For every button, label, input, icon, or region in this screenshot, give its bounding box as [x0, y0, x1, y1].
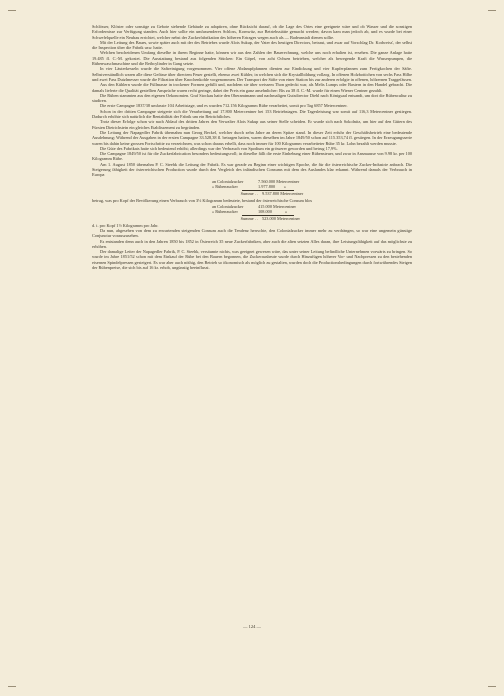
consumption-europe-table — [92, 179, 412, 197]
calc-label: » Rübenzucker — [212, 209, 238, 215]
calc-value: 415.000 Metercentner — [258, 203, 296, 209]
calc-label: an Colonialzucker — [212, 203, 244, 209]
paragraph: Schon in der dritten Campagne steigerte sich die Verarbeitung auf 17.800 Metercentner bei 153 Betriebstagen. Die Tagesleistung war somit auf 116,3 Metercentner gestiegen. Dadurch erhöhte sich natürlich die Rentabilität der Fabrik um ein Beträchtliches. — [92, 108, 412, 120]
calc-suffix: » — [284, 209, 288, 215]
crop-mark — [488, 10, 496, 11]
calc-sum-value: 9.537.800 Metercentner — [262, 191, 304, 197]
page-number: — 124 — — [243, 624, 261, 629]
paragraph: Die Campagne 1849/50 ist für die Zuckerfabrication besonders bedeutungsvoll; in dieselbe fällt die erste Einhebung einer Rübensteuer, und zwar in Ansmaasse von 9.98 kr. per 100 Kilogramm Rübe. — [92, 151, 412, 162]
body-text — [92, 24, 412, 270]
paragraph: betrug, was pro Kopf der Bevölkerung einen Verbrauch von 3⅓ Kilogramm bedeutete, bestand der österreichische Consum blos — [92, 197, 313, 203]
calc-sum-label: Summe . . — [240, 191, 258, 197]
calc-sum-value: 523.000 Metercentner — [262, 216, 300, 222]
crop-mark — [8, 686, 16, 687]
calc-value: 108.000 — [258, 209, 272, 215]
paragraph: Die Güte des Fabrikats hatte sich bedeutend erhöht; allerdings war der Verbrauch von Spodium ein grösserer geworden und betrug 17,9%. — [100, 145, 338, 151]
calc-value: 1.977.800 — [258, 183, 276, 189]
paragraph: Mit der Leitung des Baues, sowie später auch mit der des Betriebes wurde Alois Sukup, der Vater des heutigen Directors, betraut, und zwar auf Vorschlag Dr. Kodweiss', der selbst die Inspection über die Fabrik usw. hatte. — [92, 39, 412, 51]
paragraph: Die Rüben stammten aus den eigenen Oekonomien. Graf Stockau hatte den Oberamtmann und nachmaligen Gutsdirector Diebl nach Königsaal entsandt, um dort die Rübencultur zu studiren. — [92, 92, 412, 104]
paragraph: d. i. pro Kopf 1½ Kilogramm pro Jahr. — [92, 222, 159, 228]
calc-value: 7.560.000 Metercentner — [258, 178, 300, 184]
paragraph: Am 1. August 1850 übernahm P. C. Steehk die Leitung der Fabrik. Es war gerade zu Beginn einer wichtigen Epoche, die für die österreichische Zucker-Industrie anbrach. Die Steigerung fähigkeit der österreichischen Production wurde durch den Vergleich des inländischen Consums mit dem des Auslandes klar erkannt. Während damals der Verbrauch in Europa — [92, 161, 412, 178]
paragraph: Die Leitung der Napagedler Fabrik übernahm nun Georg Beckel, welcher durch zehn Jahre an deren Spitze stand. In dieser Zeit erfuhr der Geschäftsbetrieb eine bedeutende Ausdehnung; Während der Ausgaben in der ersten Campagne 33.528,38 fl. betragen hatten, waren dieselben im Jahre 1849/50 schon auf 115.353,74 fl. gestiegen. In der Erzeugungsserie waren bis dahin keine grossen Fortschritte zu verzeichnen, was schon daraus erhellt, dass noch immer für 100 Kilogramm verarbeiteter Rübe 35 kr. Lohn bezahlt werden musste. — [92, 129, 412, 146]
calc-label: » Rübenzucker — [212, 183, 238, 189]
calc-label: an Colonialzucker — [212, 178, 244, 184]
paragraph: In vier Läuterkesseln wurde die Saftreinigung vorgenommen. Vier offene Abdampfpfannen dienten zur Eindickung und vier Kupferpfannen zum Fertigkochen der Säfte. Selbstverständlich waren alle diese Gefässe über directem Feuer gestellt, ebenso zwei Kühler, in welchen sich die Krystallbildung vollzog. In offenen Holzbottichen von sechs Fass Hilbe und zwei Fass Dutzlmesser wurde die Filtration über Knochenkohle vorgenommen. Der Transport der Säfte von einer Station bis zur anderen erfolgte in offenen, hölzernen Traggefässen. — [92, 66, 412, 82]
paragraph: Der damalige Leiter der Napagedler Fabrik, P. C. Steehk, versäumte nichts, was geeignet gewesen wäre, das unter seiner Leitung befindliche Unternehmen vorwärts zu bringen. So wurde im Jahre 1851/52 schon mit dem Einkauf der Rübe bei den Bauern begonnen, die Zuckerausbeute wurde durch Hinzufügen höherer Vor- und Nachpressen zu den bestehenden eisernen Spindelpressen gesteigert. Es war aber auch nöthig, den Betrieb so ökonomisch als möglich zu gestalten, wurden doch die Productionsbedingungen durch fortwährendes Steigen der Rübenpreise, die sich bis auf 16 kr. erhob, ungünstig beeinflusst. — [92, 249, 412, 271]
crop-mark — [8, 10, 16, 11]
paragraph: Es entstanden denn auch in den Jahren 1850 bis 1852 in Österreich 35 neue Zuckerfabriken, aber auch die alten setzten Alles daran, ihre Leistungsfähigkeit auf das möglichste zu erhöhen. — [92, 238, 412, 249]
paragraph: Schlösser, Klöster oder sonstige zu Gebote stehende Gebäude zu adaptiren, ohne Rücksicht darauf, ob die Lage des Ortes eine geeignete wäre und ob Wasser und die sonstigen Erfordernisse zur Verfügung standen. Auch hier sollte ein umfassenderes Schloss, Kornwitz, zur Betriebsstätte gemacht werden; davon kam man jedoch ab, und es wurde bei einer Schwefelquelle ein Neubau errichtet, welcher nebst der Zuckerfabrikation des höheren Ertrages wegen auch als — Badeanstalt dienen sollte. — [92, 24, 412, 40]
paragraph: Trotz dieser Erfolge schon wir nach Ablauf des dritten Jahres den Verwalter Alois Sukup aus seiner Stelle scheiden. Er wurde sich nach Sokolnitz, um hier auf den Gütern des Fürsten Dietrichstein ein gleiches Etablissement zu begründen. — [92, 119, 412, 130]
paragraph: Die erste Campagne 1837/38 umfasste 104 Arbeitstage, und es wurden 712.156 Kilogramm Rübe verarbeitet, somit pro Tag 6857 Metercentner. — [100, 103, 348, 109]
crop-mark — [488, 686, 496, 687]
paragraph: Da nun, abgesehen von dem zu erwartenden steigenden Consum auch die Tendenz herrschte, den Colonialzucker immer mehr zu verdrängen, so war eine ungemein günstige Conjunctur vorauszusehen. — [92, 227, 412, 239]
consumption-austria-table — [92, 204, 412, 222]
calc-sum-label: Summe . . — [240, 216, 258, 222]
paragraph: Welchen bescheidenen Umfang dieselbe in ihrem Beginne hatte, können wir aus den Zahlen der Bauerechnung, welche uns noch erhalten ist, ersehen. Die ganze Anlage hatte 19.485 fl. C.-M. gekostet. Die Ausstattung bestand aus folgenden Stücken: Ein Göpel, von acht Ochsen betrieben, welcher als bewegende Kraft die Wasserpumpen, die Rübenwaschmaschine und die Reibcylinder in Gang setzte. — [92, 50, 412, 67]
calc-suffix: » — [283, 183, 286, 189]
paragraph: Aus den Kühlern wurde die Füllmasse in trockener Formen gefüllt und, nachdem sie über weissem Thon gedeckt war, als Melis Lumps oder Bastern in den Handel gebracht. Die damals lieferte die Qualität gestellten Ansprüche waren recht geringe, dabei der Preis ein ganz ansehnlicher: Bis zu 38 fl. C.-M. wurde für einen Wiener Centner gezahlt. — [92, 82, 412, 93]
